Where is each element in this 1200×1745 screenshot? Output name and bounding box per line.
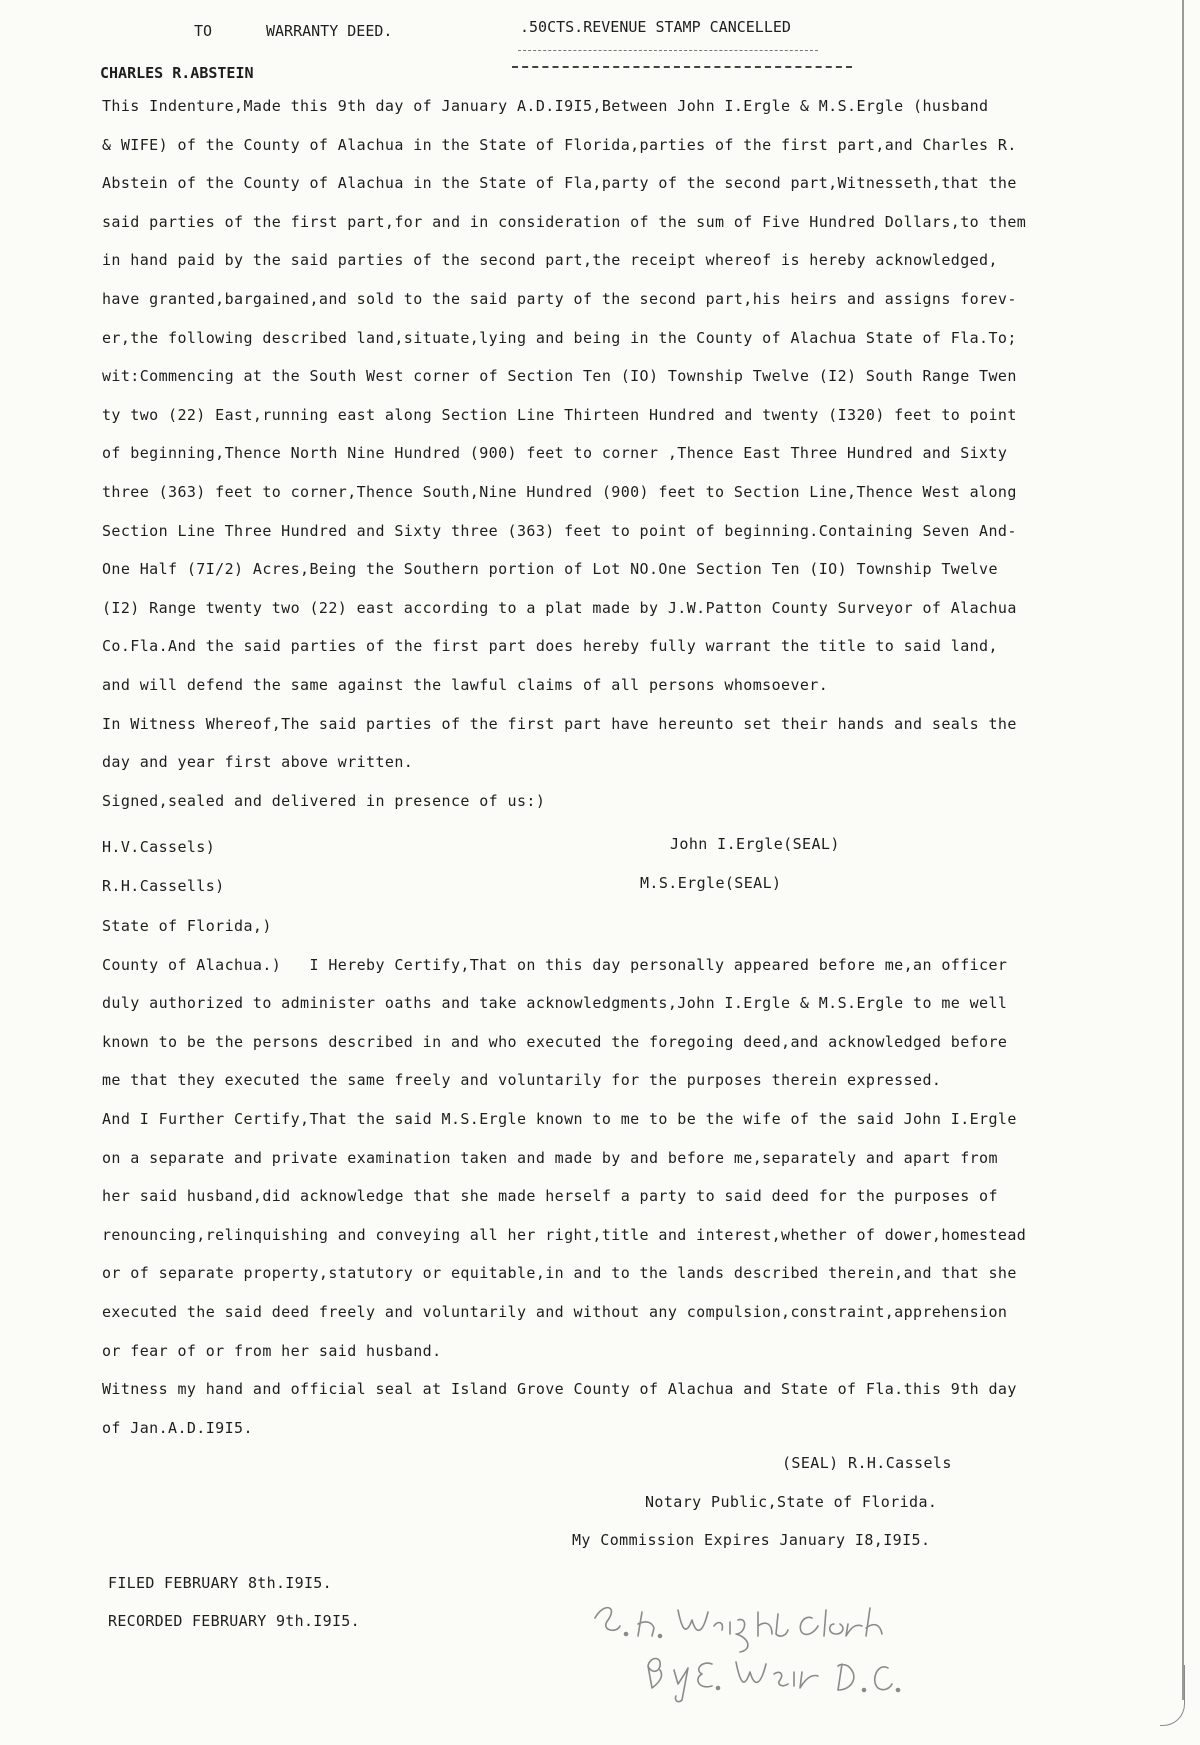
page-corner-curl	[1160, 1665, 1185, 1726]
header-to: TO	[194, 22, 213, 40]
ack-line: duly authorized to administer oaths and take acknowledgments,John I.Ergle & M.S.Ergle to me well	[102, 994, 1008, 1013]
body-line: of beginning,Thence North Nine Hundred (900) feet to corner ,Thence East Three Hundred and Sixty	[102, 444, 1008, 463]
filed-date: FILED FEBRUARY 8th.I9I5.	[108, 1574, 332, 1592]
ack-line: or of separate property,statutory or equitable,in and to the lands described therein,and that she	[102, 1264, 1017, 1283]
body-line: This Indenture,Made this 9th day of January A.D.I9I5,Between John I.Ergle & M.S.Ergle (husband	[102, 97, 989, 115]
body-line: In Witness Whereof,The said parties of the first part have hereunto set their hands and seals the	[102, 714, 1017, 733]
clerk-handwritten-signature	[590, 1600, 950, 1720]
grantee-name: CHARLES R.ABSTEIN	[100, 64, 254, 82]
notary-title: Notary Public,State of Florida.	[645, 1493, 938, 1511]
body-line: Signed,sealed and delivered in presence of us:)	[102, 791, 546, 810]
ack-line: State of Florida,)	[102, 917, 272, 935]
ack-line: on a separate and private examination taken and made by and before me,separately and apart from	[102, 1148, 998, 1167]
acknowledgment-block	[102, 916, 1162, 1456]
ack-line: renouncing,relinquishing and conveying all her right,title and interest,whether of dower,homestead	[102, 1225, 1027, 1244]
notary-signature: (SEAL) R.H.Cassels	[782, 1454, 952, 1472]
ack-line: her said husband,did acknowledge that she made herself a party to said deed for the purposes of	[102, 1187, 998, 1206]
body-line: three (363) feet to corner,Thence South,Nine Hundred (900) feet to Section Line,Thence West along	[102, 482, 1017, 501]
page-edge-rule	[1182, 0, 1184, 1700]
body-line: Co.Fla.And the said parties of the first part does hereby fully warrant the title to said land,	[102, 637, 998, 656]
witness-2: R.H.Cassells)	[102, 877, 225, 895]
ack-line: or fear of or from her said husband.	[102, 1341, 442, 1360]
body-line: wit:Commencing at the South West corner of Section Ten (IO) Township Twelve (I2) South Range Twen	[102, 367, 1017, 386]
ack-line: known to be the persons described in and who executed the foregoing deed,and acknowledged before	[102, 1032, 1008, 1051]
deed-body	[102, 96, 1162, 829]
body-line: (I2) Range twenty two (22) east according to a plat made by J.W.Patton County Surveyor of Alachua	[102, 598, 1017, 617]
recorded-date: RECORDED FEBRUARY 9th.I9I5.	[108, 1612, 360, 1630]
ack-line: me that they executed the same freely and voluntarily for the purposes therein expressed.	[102, 1071, 942, 1090]
body-line: Abstein of the County of Alachua in the State of Fla,party of the second part,Witnesseth,that the	[102, 174, 1017, 193]
body-line: & WIFE) of the County of Alachua in the State of Florida,parties of the first part,and Charles R.	[102, 135, 1017, 154]
header-dash-rule-bold	[512, 66, 852, 68]
body-line: in hand paid by the said parties of the second part,the receipt whereof is hereby acknowledged,	[102, 251, 998, 270]
grantor-1-signature: John I.Ergle(SEAL)	[670, 835, 840, 853]
body-line: One Half (7I/2) Acres,Being the Southern portion of Lot NO.One Section Ten (IO) Township Twelve	[102, 560, 998, 579]
grantor-2-signature: M.S.Ergle(SEAL)	[640, 874, 782, 892]
ack-line: County of Alachua.) I Hereby Certify,That on this day personally appeared before me,an officer	[102, 955, 1008, 974]
body-line: day and year first above written.	[102, 753, 414, 772]
ack-line: executed the said deed freely and voluntarily and without any compulsion,constraint,apprehension	[102, 1302, 1008, 1321]
body-line: Section Line Three Hundred and Sixty three (363) feet to point of beginning.Containing Seven And-	[102, 521, 1017, 540]
ack-line: of Jan.A.D.I9I5.	[102, 1418, 253, 1437]
body-line: and will defend the same against the lawful claims of all persons whomsoever.	[102, 675, 829, 694]
header-stamp-note: .50CTS.REVENUE STAMP CANCELLED	[520, 18, 791, 36]
notary-commission: My Commission Expires January I8,I9I5.	[572, 1531, 931, 1549]
body-line: er,the following described land,situate,lying and being in the County of Alachua State of Fla.To;	[102, 328, 1017, 347]
header-dash-rule	[518, 50, 818, 51]
body-line: said parties of the first part,for and in consideration of the sum of Five Hundred Dollars,to them	[102, 212, 1027, 231]
ack-line: Witness my hand and official seal at Island Grove County of Alachua and State of Fla.this 9th day	[102, 1380, 1017, 1399]
header-deed-type: WARRANTY DEED.	[266, 22, 393, 40]
body-line: have granted,bargained,and sold to the said party of the second part,his heirs and assigns forev-	[102, 289, 1017, 308]
witness-1: H.V.Cassels)	[102, 838, 216, 856]
body-line: ty two (22) East,running east along Section Line Thirteen Hundred and twenty (I320) feet to point	[102, 405, 1017, 424]
ack-line: And I Further Certify,That the said M.S.Ergle known to me to be the wife of the said John I.Ergle	[102, 1109, 1017, 1128]
